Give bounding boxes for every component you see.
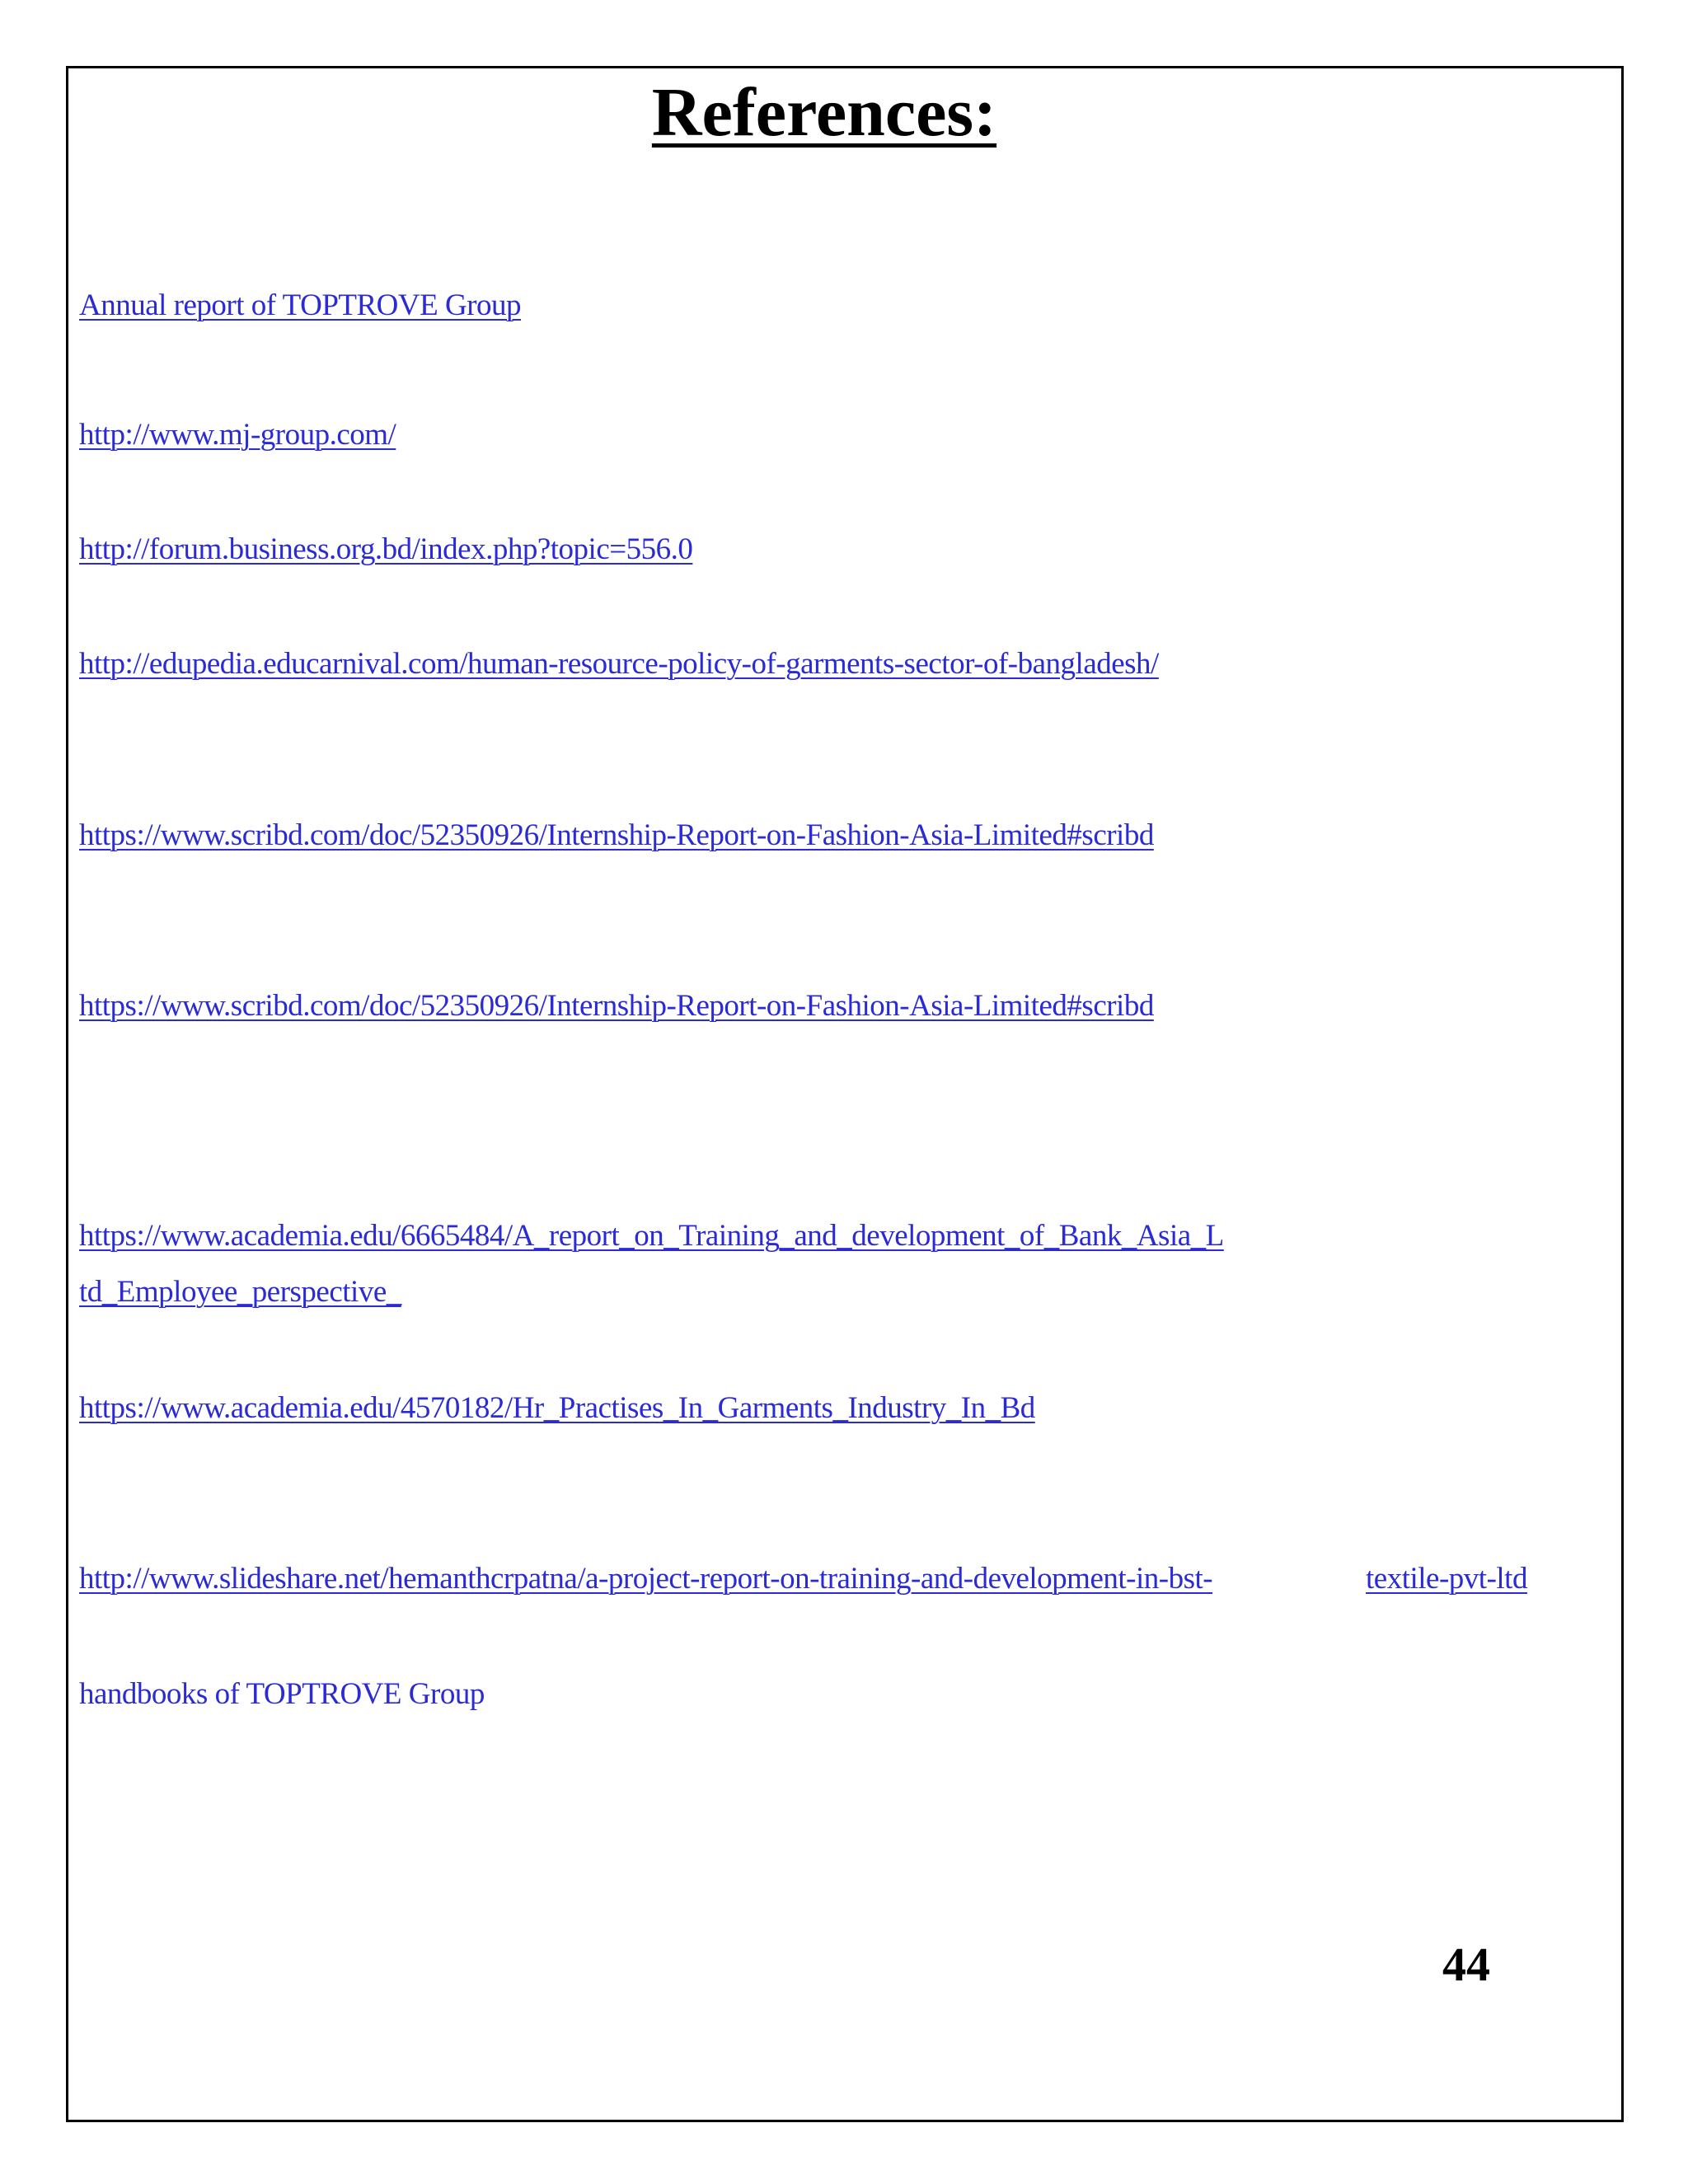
reference-slideshare[interactable]: http://www.slideshare.net/hemanthcrpatna/a-project-report-on-training-and-development-in-bst- xyxy=(79,1562,1213,1596)
reference-academia-bank-asia[interactable]: https://www.academia.edu/6665484/A_report_on_Training_and_development_of_Bank_Asia_L xyxy=(79,1219,1224,1253)
reference-edupedia[interactable]: http://edupedia.educarnival.com/human-resource-policy-of-garments-sector-of-bangladesh/ xyxy=(79,647,1159,681)
reference-handbooks: handbooks of TOPTROVE Group xyxy=(79,1677,485,1711)
page-border xyxy=(66,66,1624,2122)
reference-mj-group[interactable]: http://www.mj-group.com/ xyxy=(79,418,396,452)
reference-scribd-2[interactable]: https://www.scribd.com/doc/52350926/Internship-Report-on-Fashion-Asia-Limited#scribd xyxy=(79,989,1154,1023)
page-number: 44 xyxy=(1442,1938,1490,1991)
reference-academia-bank-asia-continued[interactable]: td_Employee_perspective_ xyxy=(79,1275,401,1309)
reference-slideshare-continued[interactable]: textile-pvt-ltd xyxy=(1366,1562,1527,1596)
reference-forum-business[interactable]: http://forum.business.org.bd/index.php?topic=556.0 xyxy=(79,532,693,566)
reference-annual-report[interactable]: Annual report of TOPTROVE Group xyxy=(79,288,522,322)
reference-scribd-1[interactable]: https://www.scribd.com/doc/52350926/Internship-Report-on-Fashion-Asia-Limited#scribd xyxy=(79,818,1154,852)
reference-academia-hr-practises[interactable]: https://www.academia.edu/4570182/Hr_Practises_In_Garments_Industry_In_Bd xyxy=(79,1391,1035,1425)
page-title: References: xyxy=(651,74,997,151)
